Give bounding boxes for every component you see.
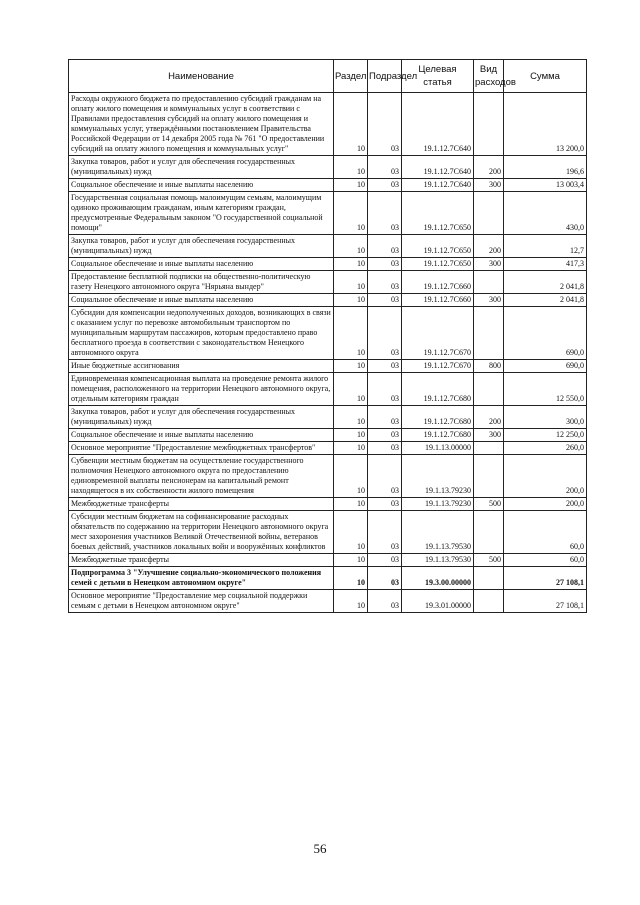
table-row (69, 93, 587, 156)
row-subsection: 03 (368, 156, 402, 179)
table-row (69, 258, 587, 271)
row-expense-type: 300 (474, 258, 504, 271)
row-amount: 2 041,8 (504, 271, 587, 294)
table-row (69, 567, 587, 590)
row-section: 10 (334, 373, 368, 406)
row-expense-type (474, 373, 504, 406)
table-row (69, 406, 587, 429)
row-subsection: 03 (368, 442, 402, 455)
row-target: 19.1.13.79230 (402, 498, 474, 511)
row-name: Социальное обеспечение и иные выплаты населению (69, 294, 334, 307)
row-amount: 260,0 (504, 442, 587, 455)
table-row (69, 294, 587, 307)
row-name: Закупка товаров, работ и услуг для обеспечения государственных (муниципальных) нужд (69, 156, 334, 179)
table-row (69, 554, 587, 567)
header-row (69, 60, 587, 93)
row-expense-type: 200 (474, 235, 504, 258)
page-number: 56 (313, 841, 327, 856)
row-amount: 60,0 (504, 511, 587, 554)
row-target: 19.1.12.7С640 (402, 156, 474, 179)
row-section: 10 (334, 156, 368, 179)
table-row (69, 511, 587, 554)
row-amount: 196,6 (504, 156, 587, 179)
table-row (69, 590, 587, 613)
table-row (69, 235, 587, 258)
row-name: Социальное обеспечение и иные выплаты населению (69, 179, 334, 192)
row-name: Закупка товаров, работ и услуг для обеспечения государственных (муниципальных) нужд (69, 235, 334, 258)
row-section: 10 (334, 498, 368, 511)
row-section: 10 (334, 511, 368, 554)
row-subsection: 03 (368, 498, 402, 511)
row-name: Межбюджетные трансферты (69, 498, 334, 511)
row-section: 10 (334, 179, 368, 192)
row-target: 19.1.13.00000 (402, 442, 474, 455)
row-target: 19.3.01.00000 (402, 590, 474, 613)
row-section: 10 (334, 258, 368, 271)
row-amount: 2 041,8 (504, 294, 587, 307)
row-section: 10 (334, 360, 368, 373)
header-section: Раздел (334, 60, 368, 93)
row-name: Межбюджетные трансферты (69, 554, 334, 567)
table-row (69, 156, 587, 179)
row-section: 10 (334, 442, 368, 455)
row-subsection: 03 (368, 373, 402, 406)
row-expense-type (474, 93, 504, 156)
row-name: Социальное обеспечение и иные выплаты населению (69, 258, 334, 271)
row-amount: 60,0 (504, 554, 587, 567)
row-target: 19.1.12.7С680 (402, 406, 474, 429)
row-section: 10 (334, 567, 368, 590)
row-target: 19.3.00.00000 (402, 567, 474, 590)
row-section: 10 (334, 590, 368, 613)
row-expense-type (474, 271, 504, 294)
row-target: 19.1.12.7С660 (402, 294, 474, 307)
row-subsection: 03 (368, 590, 402, 613)
table-row (69, 179, 587, 192)
row-section: 10 (334, 93, 368, 156)
row-expense-type: 800 (474, 360, 504, 373)
budget-table (68, 59, 587, 613)
row-amount: 690,0 (504, 360, 587, 373)
table-row (69, 373, 587, 406)
row-target: 19.1.13.79530 (402, 511, 474, 554)
row-subsection: 03 (368, 406, 402, 429)
row-section: 10 (334, 235, 368, 258)
row-subsection: 03 (368, 192, 402, 235)
row-expense-type: 200 (474, 406, 504, 429)
row-amount: 200,0 (504, 498, 587, 511)
row-amount: 27 108,1 (504, 590, 587, 613)
row-target: 19.1.13.79530 (402, 554, 474, 567)
row-subsection: 03 (368, 179, 402, 192)
row-amount: 12,7 (504, 235, 587, 258)
header-target: Целевая статья (402, 60, 474, 93)
row-name: Государственная социальная помощь малоимущим семьям, малоимущим одиноко проживающим гражданам, иным категориям граждан, предусмотренные Федеральным законом "О государственной социальной помощи" (69, 192, 334, 235)
row-name: Социальное обеспечение и иные выплаты населению (69, 429, 334, 442)
row-name: Иные бюджетные ассигнования (69, 360, 334, 373)
header-amount: Сумма (504, 60, 587, 93)
row-amount: 417,3 (504, 258, 587, 271)
row-expense-type (474, 511, 504, 554)
row-subsection: 03 (368, 307, 402, 360)
row-name: Субвенции местным бюджетам на осуществление государственного полномочия Ненецкого автономного округа по предоставлению единовременной выплаты пенсионерам на капитальный ремонт находящегося в их собственности жилого помещения (69, 455, 334, 498)
row-subsection: 03 (368, 554, 402, 567)
row-expense-type: 500 (474, 554, 504, 567)
row-target: 19.1.12.7С640 (402, 93, 474, 156)
row-name: Предоставление бесплатной подписки на общественно-политическую газету Ненецкого автономного округа "Нярьяна вындер" (69, 271, 334, 294)
row-name: Субсидии местным бюджетам на софинансирование расходных обязательств по содержанию на территории Ненецкого автономного округа мест захоронения участников Великой Отечественной войны, ветеранов боевых действий, участников локальных войн и вооружённых конфликтов (69, 511, 334, 554)
row-target: 19.1.12.7С650 (402, 258, 474, 271)
row-name: Подпрограмма 3 "Улучшение социально-экономического положения семей с детьми в Ненецком автономном округе" (69, 567, 334, 590)
row-expense-type (474, 567, 504, 590)
row-expense-type: 300 (474, 294, 504, 307)
table-row (69, 455, 587, 498)
row-target: 19.1.12.7С680 (402, 373, 474, 406)
row-amount: 430,0 (504, 192, 587, 235)
row-subsection: 03 (368, 455, 402, 498)
row-name: Расходы окружного бюджета по предоставлению субсидий гражданам на оплату жилого помещения и коммунальных услуг в соответствии с Правилами предоставления субсидий на оплату жилого помещения и коммунальных услуг, утверждёнными постановлением Правительства Российской Федерации от 14 декабря 2005 года № 761 "О предоставлении субсидий на оплату жилого помещения и коммунальных услуг" (69, 93, 334, 156)
row-section: 10 (334, 192, 368, 235)
row-section: 10 (334, 429, 368, 442)
row-subsection: 03 (368, 271, 402, 294)
row-target: 19.1.12.7С670 (402, 360, 474, 373)
row-expense-type: 500 (474, 498, 504, 511)
table-row (69, 271, 587, 294)
row-section: 10 (334, 294, 368, 307)
table-body (69, 93, 587, 613)
row-subsection: 03 (368, 258, 402, 271)
table-row (69, 429, 587, 442)
table-row (69, 498, 587, 511)
row-expense-type: 300 (474, 429, 504, 442)
row-expense-type: 200 (474, 156, 504, 179)
row-target: 19.1.12.7С670 (402, 307, 474, 360)
row-name: Субсидии для компенсации недополученных доходов, возникающих в связи с оказанием услуг по перевозке автомобильным транспортом по муниципальным маршрутам пассажиров, которым предоставлено право бесплатного проезда в соответствии с законодательством Ненецкого автономного округа (69, 307, 334, 360)
row-target: 19.1.13.79230 (402, 455, 474, 498)
row-subsection: 03 (368, 360, 402, 373)
row-subsection: 03 (368, 429, 402, 442)
row-subsection: 03 (368, 511, 402, 554)
row-name: Закупка товаров, работ и услуг для обеспечения государственных (муниципальных) нужд (69, 406, 334, 429)
row-expense-type (474, 192, 504, 235)
row-subsection: 03 (368, 235, 402, 258)
row-amount: 690,0 (504, 307, 587, 360)
row-amount: 13 200,0 (504, 93, 587, 156)
row-name: Основное мероприятие "Предоставление межбюджетных трансфертов" (69, 442, 334, 455)
row-section: 10 (334, 307, 368, 360)
row-section: 10 (334, 406, 368, 429)
row-section: 10 (334, 455, 368, 498)
row-target: 19.1.12.7С650 (402, 192, 474, 235)
row-target: 19.1.12.7С650 (402, 235, 474, 258)
table-row (69, 307, 587, 360)
row-target: 19.1.12.7С680 (402, 429, 474, 442)
row-expense-type (474, 455, 504, 498)
row-amount: 12 250,0 (504, 429, 587, 442)
row-subsection: 03 (368, 567, 402, 590)
table-row (69, 442, 587, 455)
table-row (69, 360, 587, 373)
row-name: Основное мероприятие "Предоставление мер социальной поддержки семьям с детьми в Ненецком автономном округе" (69, 590, 334, 613)
row-subsection: 03 (368, 294, 402, 307)
row-expense-type (474, 442, 504, 455)
row-target: 19.1.12.7С660 (402, 271, 474, 294)
header-subsection: Подраздел (368, 60, 402, 93)
row-expense-type (474, 590, 504, 613)
header-expense-type: Вид расходов (474, 60, 504, 93)
row-amount: 12 550,0 (504, 373, 587, 406)
row-amount: 300,0 (504, 406, 587, 429)
row-section: 10 (334, 554, 368, 567)
header-name: Наименование (69, 60, 334, 93)
row-expense-type (474, 307, 504, 360)
row-subsection: 03 (368, 93, 402, 156)
row-amount: 200,0 (504, 455, 587, 498)
row-section: 10 (334, 271, 368, 294)
row-target: 19.1.12.7С640 (402, 179, 474, 192)
row-amount: 27 108,1 (504, 567, 587, 590)
row-name: Единовременная компенсационная выплата на проведение ремонта жилого помещения, расположенного на территории Ненецкого автономного округа, отдельным категориям граждан (69, 373, 334, 406)
row-expense-type: 300 (474, 179, 504, 192)
row-amount: 13 003,4 (504, 179, 587, 192)
table-row (69, 192, 587, 235)
